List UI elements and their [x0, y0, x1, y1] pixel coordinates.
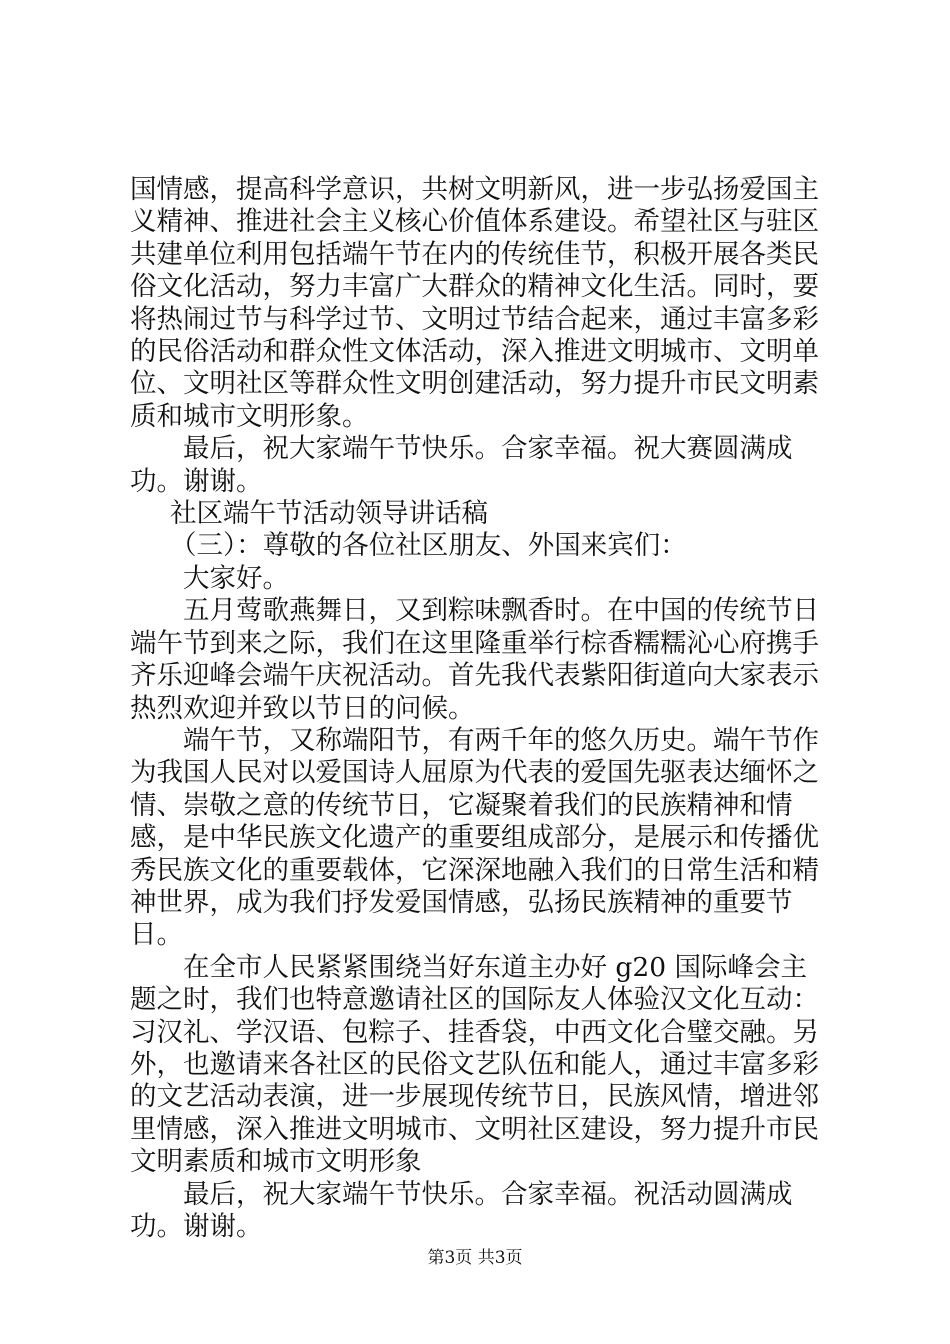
paragraph-continuation: 国情感，提高科学意识，共树文明新风，进一步弘扬爱国主义精神、推进社会主义核心价值体系建设。希望社区与驻区共建单位利用包括端午节在内的传统佳节，积极开展各类民俗文化活动，努力丰富广大群众的精神文化生活。同时，要将热闹过节与科学过节、文明过节结合起来，通过丰富多彩的民俗活动和群众性文体活动，深入推进文明城市、文明单位、文明社区等群众性文明创建活动，努力提升市民文明素质和城市文明形象。	[130, 174, 819, 432]
document-body	[130, 174, 830, 1243]
greeting: 大家好。	[183, 562, 289, 594]
paragraph-closing-1: 最后，祝大家端午节快乐。合家幸福。祝大赛圆满成功。谢谢。	[130, 433, 793, 497]
paragraph-opening: 五月莺歌燕舞日，又到粽味飘香时。在中国的传统节日端午节到来之际，我们在这里隆重举行棕香糯糯沁心府携手齐乐迎峰会端午庆祝活动。首先我代表紫阳街道向大家表示热烈欢迎并致以节日的问候。	[130, 595, 819, 724]
section-title: 社区端午节活动领导讲话稿	[170, 498, 488, 530]
salutation: （三）：尊敬的各位社区朋友、外国来宾们：	[170, 530, 687, 562]
page-footer: 第3页 共3页	[427, 1248, 523, 1268]
paragraph-closing-2: 最后，祝大家端午节快乐。合家幸福。祝活动圆满成功。谢谢。	[130, 1178, 793, 1242]
paragraph-history: 端午节，又称端阳节，有两千年的悠久历史。端午节作为我国人民对以爱国诗人屈原为代表的爱国先驱表达缅怀之情、崇敬之意的传统节日，它凝聚着我们的民族精神和情感，是中华民族文化遗产的重要组成部分，是展示和传播优秀民族文化的重要载体，它深深地融入我们的日常生活和精神世界，成为我们抒发爱国情感，弘扬民族精神的重要节日。	[130, 724, 819, 951]
paragraph-g20: 在全市人民紧紧围绕当好东道主办好 g20 国际峰会主题之时，我们也特意邀请社区的国际友人体验汉文化互动：习汉礼、学汉语、包粽子、挂香袋，中西文化合璧交融。另外，也邀请来各社区的民俗文艺队伍和能人，通过丰富多彩的文艺活动表演，进一步展现传统节日，民族风情，增进邻里情感，深入推进文明城市、文明社区建设，努力提升市民文明素质和城市文明形象	[130, 951, 819, 1178]
